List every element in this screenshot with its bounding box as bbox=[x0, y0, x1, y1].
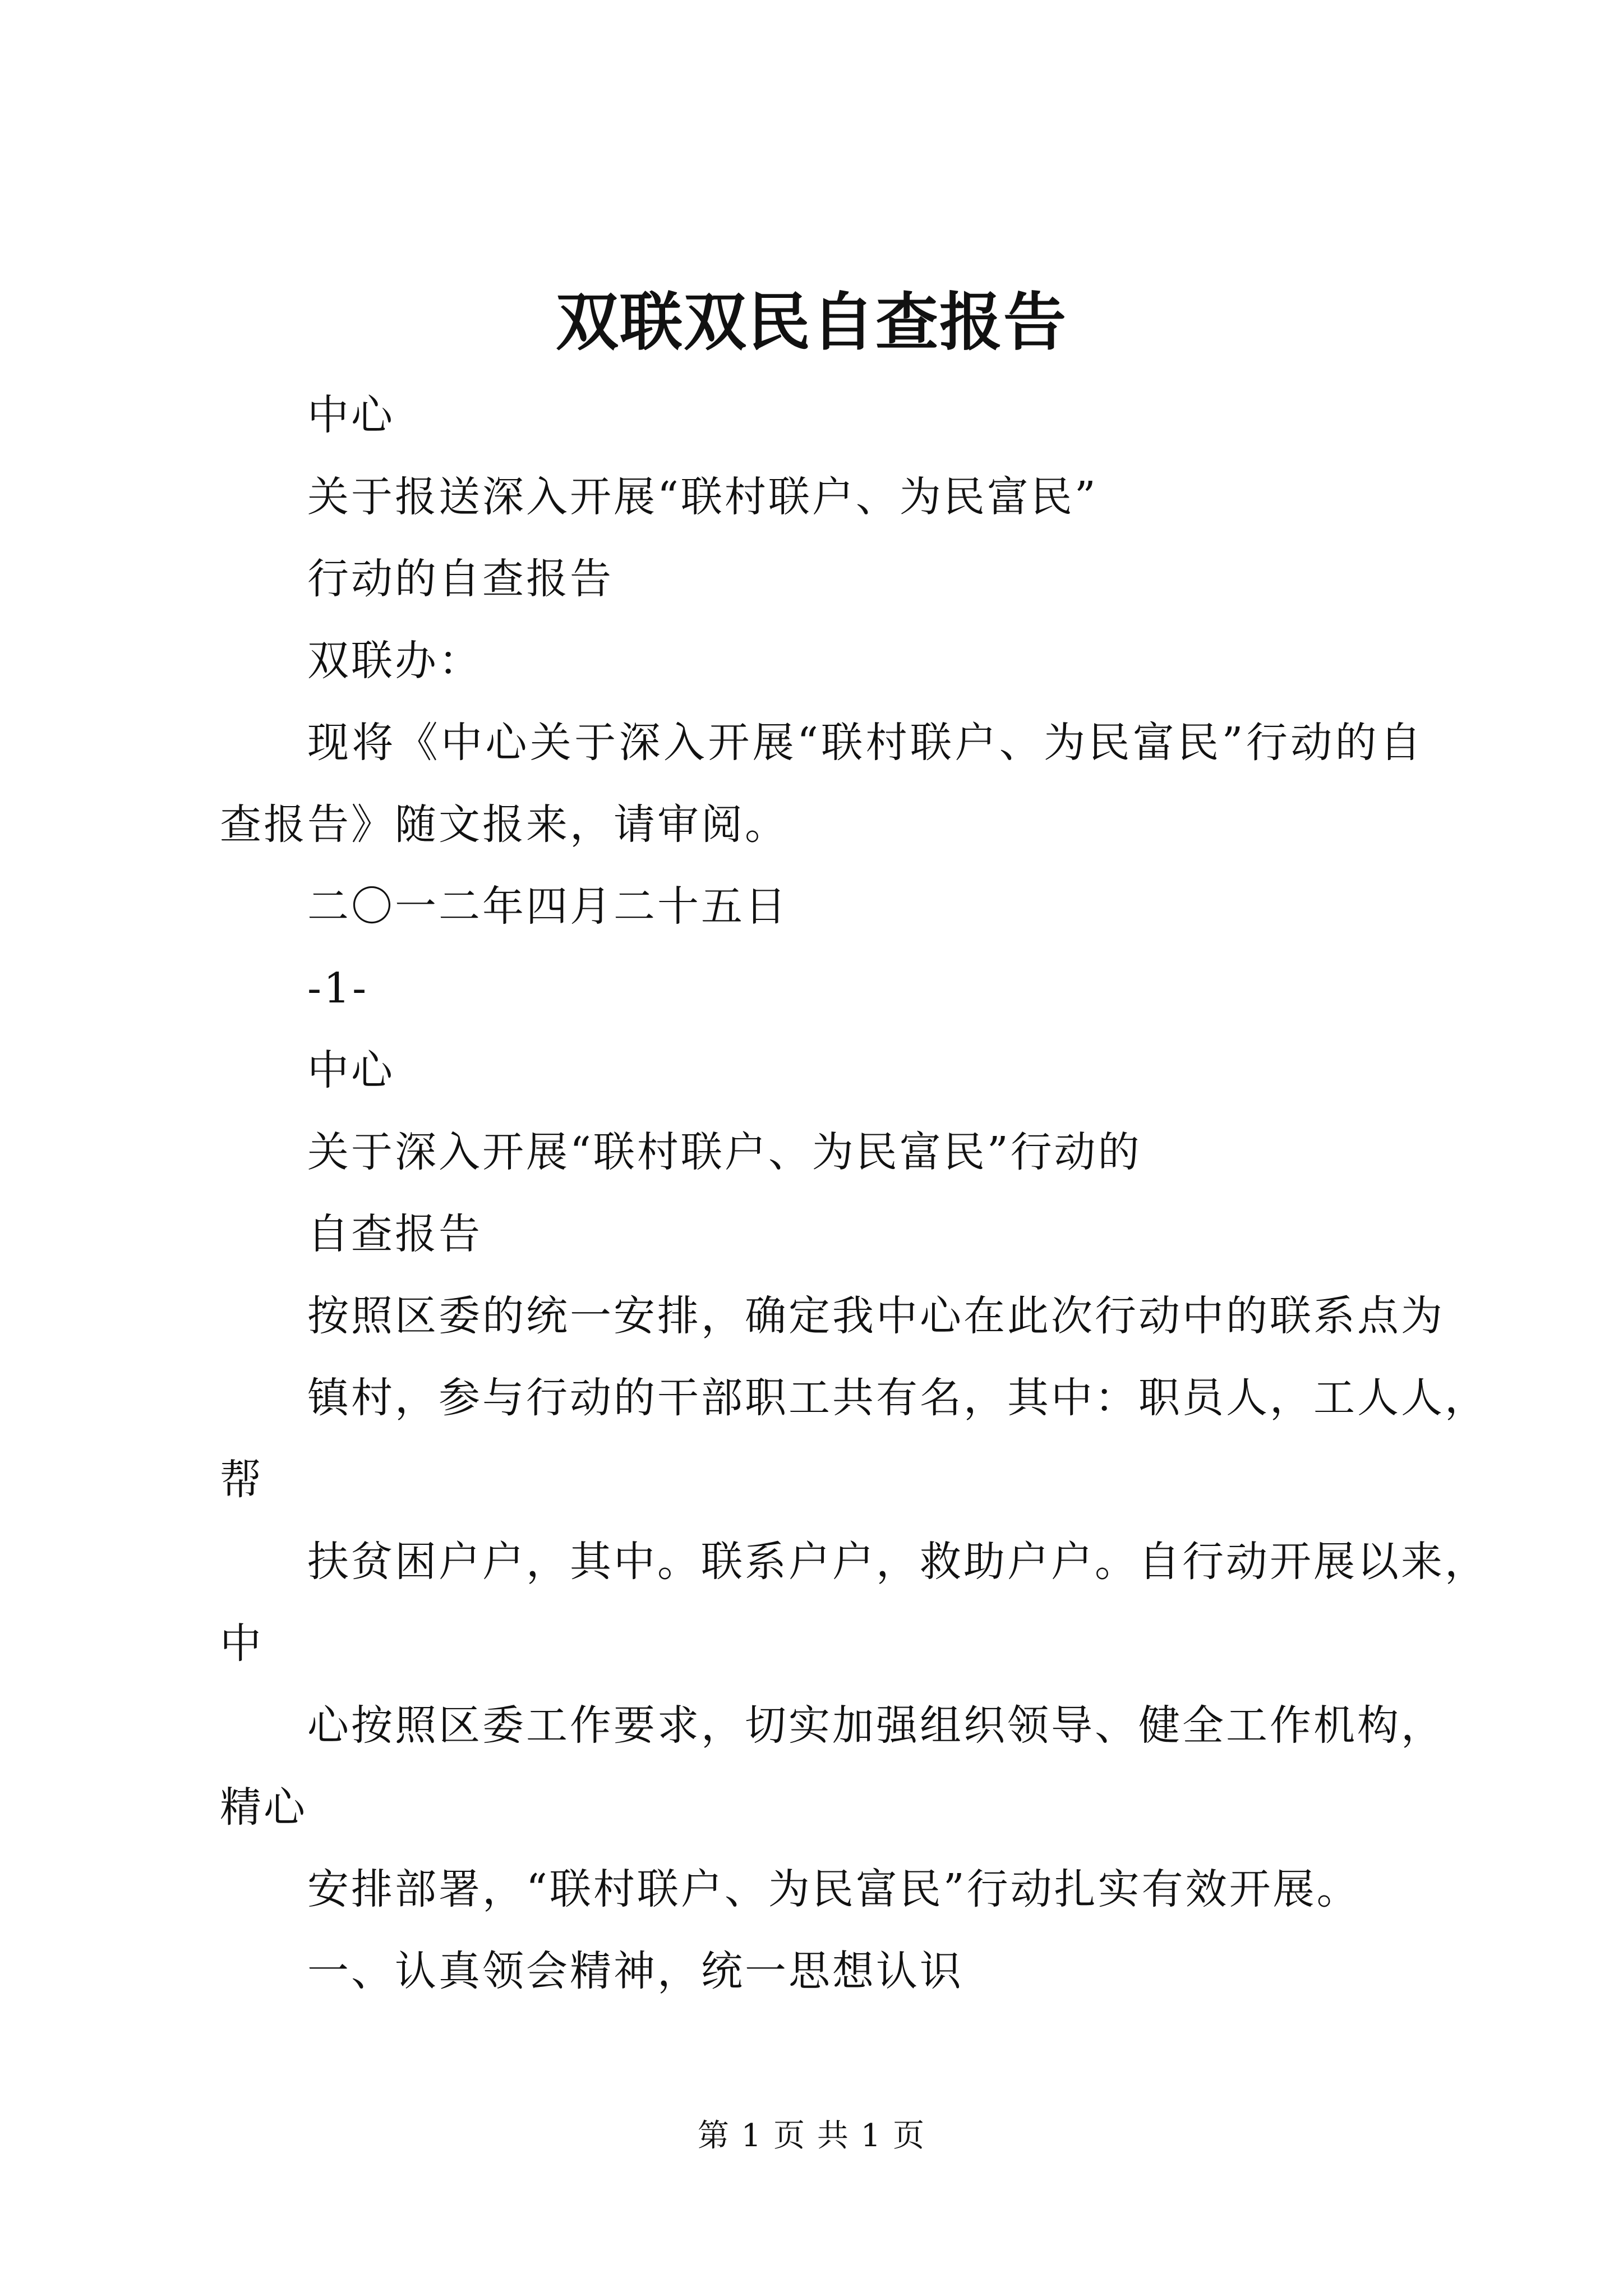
subject-line-2: 行动的自查报告 bbox=[307, 555, 614, 603]
recipient-org-line: 中心 bbox=[307, 391, 395, 439]
subject-line-1: 关于报送深入开展“联村联户、为民富民” bbox=[307, 473, 1098, 521]
report-title-line-2: 自查报告 bbox=[307, 1210, 482, 1258]
body-paragraph-line: 安排部署，“联村联户、为民富民”行动扎实有效开展。 bbox=[307, 1865, 1361, 1913]
section-heading: 一、认真领会精神，统一思想认识 bbox=[307, 1947, 963, 1995]
document-title: 双联双民自查报告 bbox=[556, 286, 1067, 359]
body-paragraph-line: 精心 bbox=[220, 1783, 307, 1832]
body-paragraph-line: 现将《中心关于深入开展“联村联户、为民富民”行动的自 bbox=[307, 719, 1423, 767]
report-org-line: 中心 bbox=[307, 1046, 395, 1094]
body-paragraph-line: 帮 bbox=[220, 1456, 264, 1504]
body-paragraph-line: 按照区委的统一安排，确定我中心在此次行动中的联系点为 bbox=[307, 1292, 1445, 1340]
body-paragraph-line: 镇村，参与行动的干部职工共有名，其中：职员人，工人人， bbox=[307, 1374, 1488, 1422]
date-line: 二〇一二年四月二十五日 bbox=[307, 882, 789, 931]
page-number-marker: -1- bbox=[307, 964, 369, 1013]
body-paragraph-line: 心按照区委工作要求，切实加强组织领导、健全工作机构， bbox=[307, 1701, 1445, 1750]
body-paragraph-line: 中 bbox=[220, 1619, 264, 1668]
body-paragraph-line: 查报告》随文报来，请审阅。 bbox=[220, 800, 789, 849]
report-title-line-1: 关于深入开展“联村联户、为民富民”行动的 bbox=[307, 1128, 1142, 1176]
page-footer: 第 1 页 共 1 页 bbox=[697, 2118, 926, 2154]
addressee-line: 双联办： bbox=[307, 637, 482, 685]
body-paragraph-line: 扶贫困户户，其中。联系户户，救助户户。自行动开展以来， bbox=[307, 1538, 1488, 1586]
